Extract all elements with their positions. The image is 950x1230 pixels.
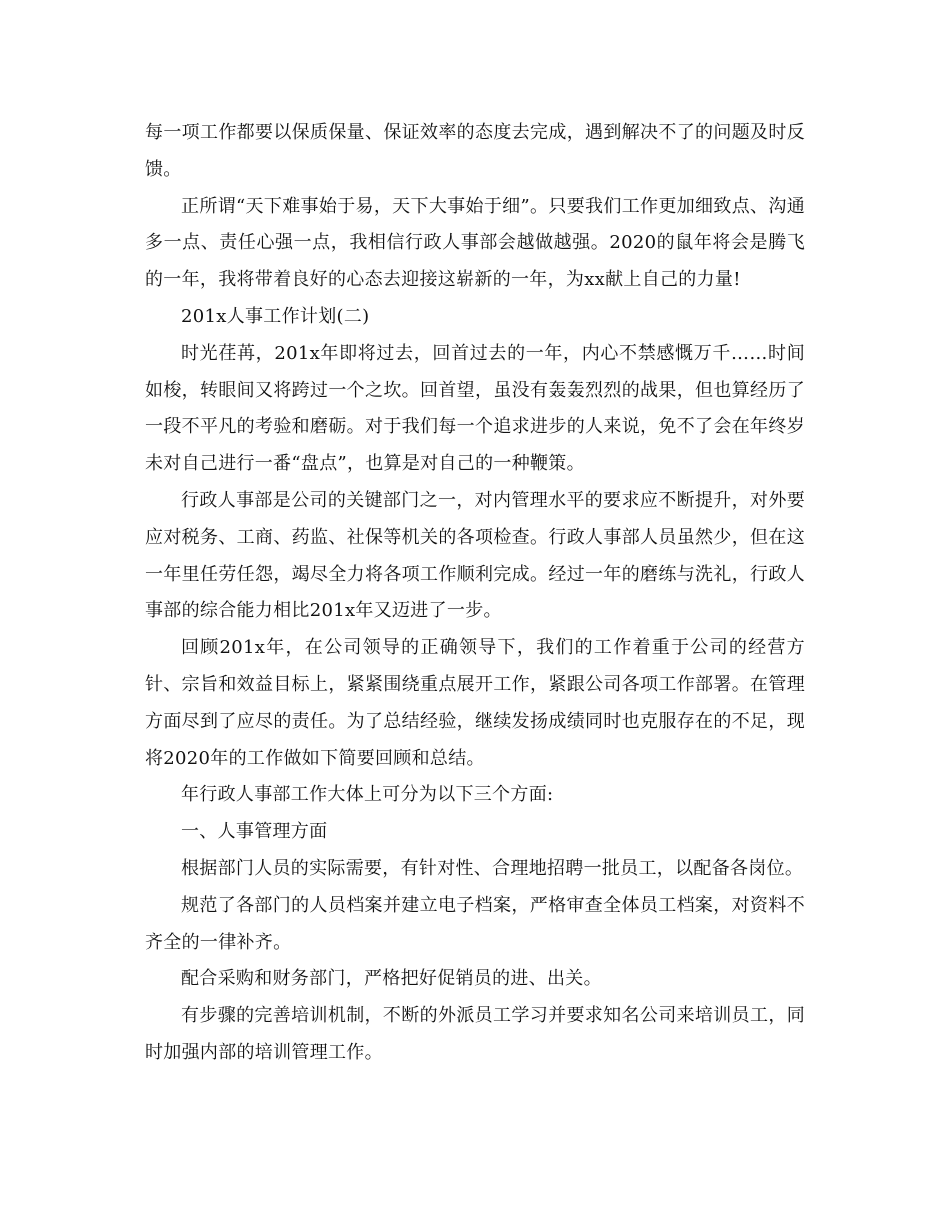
section-heading-hr-management: 一、人事管理方面	[181, 821, 328, 843]
paragraph-7: 根据部门人员的实际需要，有针对性、合理地招聘一批员工，以配备各岗位。	[181, 857, 804, 879]
paragraph-3: 时光荏苒，201x年即将过去，回首过去的一年，内心不禁感慨万千……时间如梭，转眼间又将跨过一个之坎。回首望，虽没有轰轰烈烈的战果，但也算经历了一段不平凡的考验和磨砺。对于我们每一个追求进步的人来说，免不了会在年终岁未对自己进行一番“盘点”，也算是对自己的一种鞭策。	[145, 342, 805, 475]
paragraph-6: 年行政人事部工作大体上可分为以下三个方面:	[181, 784, 554, 806]
paragraph-1: 每一项工作都要以保质保量、保证效率的态度去完成，遇到解决不了的问题及时反馈。	[145, 122, 805, 180]
paragraph-4: 行政人事部是公司的关键部门之一，对内管理水平的要求应不断提升，对外要应对税务、工商、药监、社保等机关的各项检查。行政人事部人员虽然少，但在这一年里任劳任怨，竭尽全力将各项工作顺利完成。经过一年的磨练与洗礼，行政人事部的综合能力相比201x年又迈进了一步。	[145, 489, 805, 622]
paragraph-2: 正所谓“天下难事始于易，天下大事始于细”。只要我们工作更加细致点、沟通多一点、责任心强一点，我相信行政人事部会越做越强。2020的鼠年将会是腾飞的一年，我将带着良好的心态去迎接这崭新的一年，为xx献上自己的力量!	[145, 195, 805, 291]
paragraph-8: 规范了各部门的人员档案并建立电子档案，严格审查全体员工档案，对资料不齐全的一律补齐。	[145, 894, 805, 953]
paragraph-9: 配合采购和财务部门，严格把好促销员的进、出关。	[181, 968, 602, 990]
document-body	[145, 115, 805, 1072]
paragraph-5: 回顾201x年，在公司领导的正确领导下，我们的工作着重于公司的经营方针、宗旨和效益目标上，紧紧围绕重点展开工作，紧跟公司各项工作部署。在管理方面尽到了应尽的责任。为了总结经验，继续发扬成绩同时也克服存在的不足，现将2020年的工作做如下简要回顾和总结。	[145, 637, 805, 769]
paragraph-10: 有步骤的完善培训机制，不断的外派员工学习并要求知名公司来培训员工，同时加强内部的培训管理工作。	[145, 1005, 805, 1063]
section-heading-plan-2: 201x人事工作计划(二)	[181, 305, 370, 327]
